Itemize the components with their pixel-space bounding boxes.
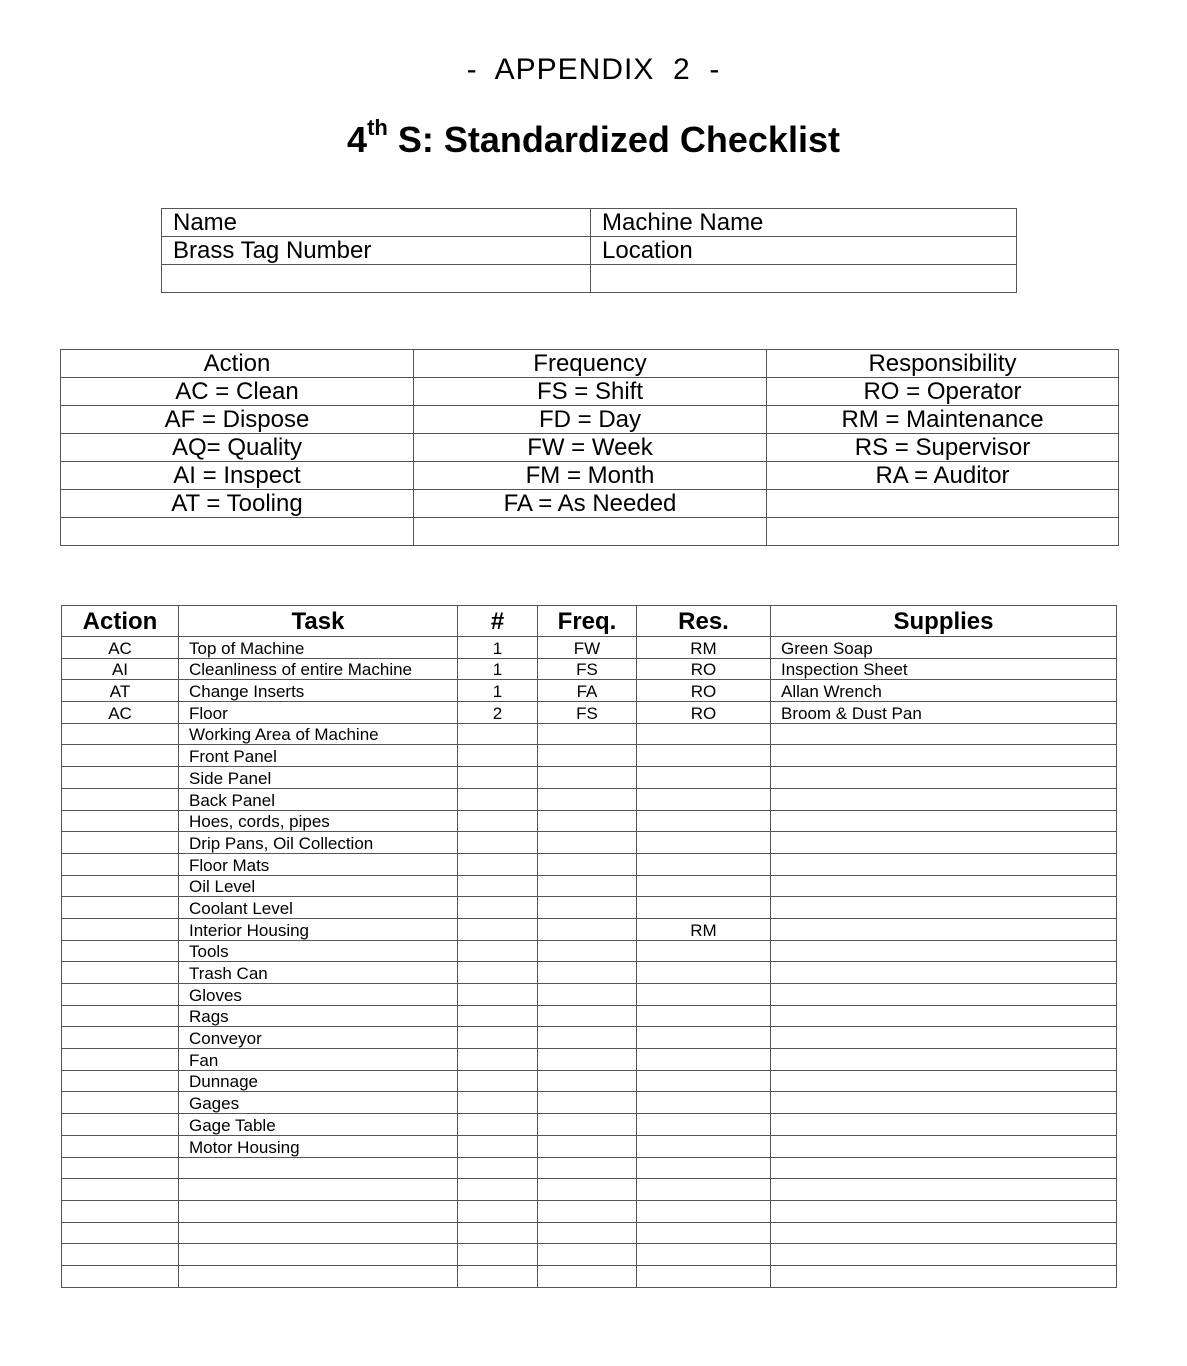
cell-count[interactable] bbox=[458, 788, 538, 810]
cell-supplies[interactable] bbox=[771, 875, 1117, 897]
header-count: # bbox=[458, 606, 538, 637]
info-field-left[interactable] bbox=[162, 265, 591, 293]
cell-action[interactable] bbox=[62, 1092, 179, 1114]
cell-count[interactable]: 1 bbox=[458, 658, 538, 680]
legend-row bbox=[61, 434, 1119, 462]
legend-row bbox=[61, 350, 1119, 378]
cell-action[interactable] bbox=[62, 788, 179, 810]
cell-task[interactable]: Side Panel bbox=[179, 767, 458, 789]
cell-action[interactable] bbox=[62, 723, 179, 745]
legend-row bbox=[61, 518, 1119, 546]
table-row bbox=[62, 897, 1117, 919]
cell-supplies[interactable] bbox=[771, 767, 1117, 789]
cell-count[interactable] bbox=[458, 940, 538, 962]
cell-count[interactable] bbox=[458, 1070, 538, 1092]
cell-count[interactable] bbox=[458, 897, 538, 919]
info-field-left[interactable]: Brass Tag Number bbox=[162, 237, 591, 265]
legend-row bbox=[61, 378, 1119, 406]
cell-task[interactable]: Front Panel bbox=[179, 745, 458, 767]
cell-count[interactable] bbox=[458, 1179, 538, 1201]
cell-supplies[interactable] bbox=[771, 1070, 1117, 1092]
cell-task[interactable]: Motor Housing bbox=[179, 1135, 458, 1157]
cell-count[interactable] bbox=[458, 1092, 538, 1114]
table-row bbox=[62, 788, 1117, 810]
page-title bbox=[0, 108, 1187, 164]
legend-responsibility bbox=[767, 518, 1119, 546]
cell-count[interactable] bbox=[458, 1135, 538, 1157]
cell-action[interactable] bbox=[62, 1005, 179, 1027]
cell-action[interactable] bbox=[62, 810, 179, 832]
cell-frequency[interactable] bbox=[538, 1157, 637, 1179]
cell-responsibility[interactable] bbox=[637, 875, 771, 897]
cell-task[interactable] bbox=[179, 1179, 458, 1201]
table-row bbox=[62, 940, 1117, 962]
table-row bbox=[62, 745, 1117, 767]
cell-frequency[interactable]: FW bbox=[538, 637, 637, 659]
cell-frequency[interactable] bbox=[538, 723, 637, 745]
legend-frequency: Frequency bbox=[414, 350, 767, 378]
table-row bbox=[62, 1027, 1117, 1049]
cell-count[interactable] bbox=[458, 767, 538, 789]
cell-action[interactable]: AC bbox=[62, 637, 179, 659]
cell-action[interactable] bbox=[62, 767, 179, 789]
cell-responsibility[interactable]: RM bbox=[637, 637, 771, 659]
cell-count[interactable] bbox=[458, 1222, 538, 1244]
cell-action[interactable] bbox=[62, 1179, 179, 1201]
legend-responsibility bbox=[767, 490, 1119, 518]
legend-frequency bbox=[414, 518, 767, 546]
legend-action: AF = Dispose bbox=[61, 406, 414, 434]
legend-row bbox=[61, 462, 1119, 490]
cell-supplies[interactable] bbox=[771, 832, 1117, 854]
cell-count[interactable] bbox=[458, 984, 538, 1006]
cell-task[interactable]: Gages bbox=[179, 1092, 458, 1114]
cell-frequency[interactable] bbox=[538, 918, 637, 940]
cell-count[interactable] bbox=[458, 1049, 538, 1071]
cell-task[interactable] bbox=[179, 1222, 458, 1244]
cell-task[interactable]: Fan bbox=[179, 1049, 458, 1071]
cell-action[interactable] bbox=[62, 1265, 179, 1287]
cell-task[interactable]: Tools bbox=[179, 940, 458, 962]
cell-responsibility[interactable] bbox=[637, 1265, 771, 1287]
legend-responsibility: RS = Supervisor bbox=[767, 434, 1119, 462]
cell-task[interactable]: Floor Mats bbox=[179, 853, 458, 875]
cell-action[interactable] bbox=[62, 1027, 179, 1049]
cell-supplies[interactable] bbox=[771, 1135, 1117, 1157]
cell-frequency[interactable] bbox=[538, 853, 637, 875]
table-row bbox=[62, 810, 1117, 832]
cell-action[interactable] bbox=[62, 1157, 179, 1179]
legend-action: AQ= Quality bbox=[61, 434, 414, 462]
cell-count[interactable] bbox=[458, 1244, 538, 1266]
cell-supplies[interactable] bbox=[771, 1265, 1117, 1287]
table-row bbox=[62, 1200, 1117, 1222]
legend-responsibility: Responsibility bbox=[767, 350, 1119, 378]
cell-frequency[interactable] bbox=[538, 897, 637, 919]
cell-supplies[interactable] bbox=[771, 962, 1117, 984]
cell-task[interactable]: Gage Table bbox=[179, 1114, 458, 1136]
cell-frequency[interactable] bbox=[538, 1070, 637, 1092]
cell-supplies[interactable]: Allan Wrench bbox=[771, 680, 1117, 702]
table-row bbox=[62, 1114, 1117, 1136]
legend-frequency: FA = As Needed bbox=[414, 490, 767, 518]
cell-action[interactable] bbox=[62, 984, 179, 1006]
table-row bbox=[62, 1049, 1117, 1071]
cell-responsibility[interactable] bbox=[637, 940, 771, 962]
cell-supplies[interactable] bbox=[771, 984, 1117, 1006]
legend-responsibility: RO = Operator bbox=[767, 378, 1119, 406]
cell-task[interactable]: Top of Machine bbox=[179, 637, 458, 659]
cell-frequency[interactable] bbox=[538, 962, 637, 984]
table-row bbox=[62, 918, 1117, 940]
cell-task[interactable]: Drip Pans, Oil Collection bbox=[179, 832, 458, 854]
cell-action[interactable] bbox=[62, 940, 179, 962]
cell-task[interactable]: Back Panel bbox=[179, 788, 458, 810]
legend-row bbox=[61, 490, 1119, 518]
legend-table bbox=[60, 349, 1119, 546]
cell-task[interactable]: Coolant Level bbox=[179, 897, 458, 919]
cell-frequency[interactable]: FA bbox=[538, 680, 637, 702]
cell-responsibility[interactable] bbox=[637, 984, 771, 1006]
cell-supplies[interactable] bbox=[771, 1092, 1117, 1114]
cell-action[interactable] bbox=[62, 875, 179, 897]
cell-frequency[interactable] bbox=[538, 1135, 637, 1157]
cell-action[interactable] bbox=[62, 1070, 179, 1092]
cell-action[interactable] bbox=[62, 1200, 179, 1222]
title-superscript: th bbox=[367, 115, 388, 140]
cell-frequency[interactable]: FS bbox=[538, 702, 637, 724]
cell-responsibility[interactable] bbox=[637, 767, 771, 789]
cell-frequency[interactable] bbox=[538, 1179, 637, 1201]
table-row bbox=[62, 702, 1117, 724]
cell-task[interactable]: Change Inserts bbox=[179, 680, 458, 702]
cell-frequency[interactable] bbox=[538, 984, 637, 1006]
cell-responsibility[interactable] bbox=[637, 1070, 771, 1092]
cell-supplies[interactable] bbox=[771, 918, 1117, 940]
legend-responsibility: RM = Maintenance bbox=[767, 406, 1119, 434]
cell-supplies[interactable] bbox=[771, 1179, 1117, 1201]
cell-responsibility[interactable] bbox=[637, 810, 771, 832]
info-field-right[interactable]: Location bbox=[591, 237, 1017, 265]
legend-row bbox=[61, 406, 1119, 434]
cell-count[interactable] bbox=[458, 853, 538, 875]
cell-supplies[interactable] bbox=[771, 1157, 1117, 1179]
cell-task[interactable] bbox=[179, 1157, 458, 1179]
legend-frequency: FM = Month bbox=[414, 462, 767, 490]
appendix-heading: - APPENDIX 2 - bbox=[466, 53, 721, 86]
cell-count[interactable] bbox=[458, 962, 538, 984]
cell-task[interactable]: Dunnage bbox=[179, 1070, 458, 1092]
cell-responsibility[interactable] bbox=[637, 1005, 771, 1027]
legend-action: AT = Tooling bbox=[61, 490, 414, 518]
cell-frequency[interactable] bbox=[538, 788, 637, 810]
cell-supplies[interactable] bbox=[771, 1200, 1117, 1222]
cell-supplies[interactable] bbox=[771, 1049, 1117, 1071]
header-action: Action bbox=[62, 606, 179, 637]
cell-frequency[interactable] bbox=[538, 1200, 637, 1222]
cell-frequency[interactable] bbox=[538, 767, 637, 789]
cell-frequency[interactable] bbox=[538, 1222, 637, 1244]
cell-count[interactable] bbox=[458, 1157, 538, 1179]
table-row bbox=[62, 1179, 1117, 1201]
table-row bbox=[62, 1070, 1117, 1092]
cell-count[interactable]: 1 bbox=[458, 680, 538, 702]
cell-action[interactable] bbox=[62, 962, 179, 984]
cell-task[interactable]: Gloves bbox=[179, 984, 458, 1006]
cell-responsibility[interactable] bbox=[637, 1222, 771, 1244]
cell-responsibility[interactable] bbox=[637, 853, 771, 875]
cell-responsibility[interactable]: RO bbox=[637, 702, 771, 724]
table-row bbox=[62, 853, 1117, 875]
checklist-table-body bbox=[62, 637, 1117, 1288]
cell-frequency[interactable] bbox=[538, 1265, 637, 1287]
cell-frequency[interactable] bbox=[538, 1244, 637, 1266]
cell-responsibility[interactable] bbox=[637, 1027, 771, 1049]
cell-supplies[interactable] bbox=[771, 897, 1117, 919]
cell-supplies[interactable] bbox=[771, 1244, 1117, 1266]
cell-count[interactable]: 1 bbox=[458, 637, 538, 659]
cell-action[interactable] bbox=[62, 918, 179, 940]
cell-supplies[interactable] bbox=[771, 810, 1117, 832]
table-row bbox=[62, 1092, 1117, 1114]
cell-frequency[interactable] bbox=[538, 1027, 637, 1049]
cell-supplies[interactable] bbox=[771, 940, 1117, 962]
table-row bbox=[62, 1005, 1117, 1027]
table-row bbox=[62, 1157, 1117, 1179]
cell-responsibility[interactable] bbox=[637, 1179, 771, 1201]
cell-count[interactable] bbox=[458, 1200, 538, 1222]
cell-responsibility[interactable] bbox=[637, 745, 771, 767]
cell-count[interactable] bbox=[458, 832, 538, 854]
info-field-right[interactable]: Machine Name bbox=[591, 209, 1017, 237]
cell-frequency[interactable] bbox=[538, 810, 637, 832]
cell-action[interactable]: AT bbox=[62, 680, 179, 702]
cell-supplies[interactable] bbox=[771, 745, 1117, 767]
cell-responsibility[interactable] bbox=[637, 1244, 771, 1266]
legend-responsibility: RA = Auditor bbox=[767, 462, 1119, 490]
legend-action: AI = Inspect bbox=[61, 462, 414, 490]
cell-count[interactable] bbox=[458, 1005, 538, 1027]
cell-supplies[interactable] bbox=[771, 1114, 1117, 1136]
cell-supplies[interactable] bbox=[771, 853, 1117, 875]
cell-count[interactable] bbox=[458, 1114, 538, 1136]
cell-task[interactable]: Floor bbox=[179, 702, 458, 724]
table-row bbox=[62, 1265, 1117, 1287]
title-prefix: 4 bbox=[347, 119, 368, 160]
cell-frequency[interactable] bbox=[538, 745, 637, 767]
cell-count[interactable] bbox=[458, 875, 538, 897]
table-row bbox=[62, 832, 1117, 854]
table-row bbox=[62, 962, 1117, 984]
cell-action[interactable]: AI bbox=[62, 658, 179, 680]
legend-frequency: FD = Day bbox=[414, 406, 767, 434]
cell-action[interactable] bbox=[62, 897, 179, 919]
cell-supplies[interactable]: Green Soap bbox=[771, 637, 1117, 659]
cell-responsibility[interactable] bbox=[637, 723, 771, 745]
cell-frequency[interactable] bbox=[538, 1049, 637, 1071]
cell-task[interactable]: Interior Housing bbox=[179, 918, 458, 940]
table-row bbox=[62, 1222, 1117, 1244]
info-field-right[interactable] bbox=[591, 265, 1017, 293]
cell-responsibility[interactable] bbox=[637, 1092, 771, 1114]
cell-count[interactable] bbox=[458, 1027, 538, 1049]
table-row bbox=[62, 767, 1117, 789]
cell-task[interactable]: Trash Can bbox=[179, 962, 458, 984]
cell-action[interactable] bbox=[62, 1114, 179, 1136]
table-row bbox=[62, 723, 1117, 745]
cell-responsibility[interactable] bbox=[637, 1049, 771, 1071]
cell-responsibility[interactable] bbox=[637, 1114, 771, 1136]
cell-frequency[interactable] bbox=[538, 1005, 637, 1027]
table-row bbox=[62, 658, 1117, 680]
cell-supplies[interactable] bbox=[771, 1005, 1117, 1027]
table-row bbox=[62, 1135, 1117, 1157]
header-supplies: Supplies bbox=[771, 606, 1117, 637]
cell-frequency[interactable] bbox=[538, 940, 637, 962]
table-row bbox=[62, 1244, 1117, 1266]
cell-responsibility[interactable] bbox=[637, 897, 771, 919]
header-task: Task bbox=[179, 606, 458, 637]
cell-action[interactable] bbox=[62, 1222, 179, 1244]
legend-action: AC = Clean bbox=[61, 378, 414, 406]
cell-task[interactable]: Hoes, cords, pipes bbox=[179, 810, 458, 832]
cell-action[interactable] bbox=[62, 853, 179, 875]
header-responsibility: Res. bbox=[637, 606, 771, 637]
cell-task[interactable]: Cleanliness of entire Machine bbox=[179, 658, 458, 680]
cell-task[interactable]: Conveyor bbox=[179, 1027, 458, 1049]
table-row bbox=[62, 984, 1117, 1006]
legend-frequency: FS = Shift bbox=[414, 378, 767, 406]
cell-count[interactable] bbox=[458, 1265, 538, 1287]
header-frequency: Freq. bbox=[538, 606, 637, 637]
info-row bbox=[162, 265, 1017, 293]
cell-responsibility[interactable]: RM bbox=[637, 918, 771, 940]
info-row bbox=[162, 209, 1017, 237]
cell-responsibility[interactable] bbox=[637, 962, 771, 984]
info-table bbox=[161, 208, 1017, 293]
cell-task[interactable] bbox=[179, 1200, 458, 1222]
cell-supplies[interactable] bbox=[771, 723, 1117, 745]
cell-action[interactable] bbox=[62, 745, 179, 767]
cell-responsibility[interactable]: RO bbox=[637, 658, 771, 680]
cell-responsibility[interactable] bbox=[637, 1135, 771, 1157]
checklist-table bbox=[61, 605, 1117, 1288]
legend-table-body bbox=[61, 350, 1119, 546]
cell-count[interactable] bbox=[458, 723, 538, 745]
info-table-body bbox=[162, 209, 1017, 293]
cell-task[interactable] bbox=[179, 1244, 458, 1266]
cell-supplies[interactable] bbox=[771, 1027, 1117, 1049]
cell-task[interactable]: Working Area of Machine bbox=[179, 723, 458, 745]
cell-supplies[interactable] bbox=[771, 1222, 1117, 1244]
title-rest: S: Standardized Checklist bbox=[387, 119, 840, 160]
cell-task[interactable]: Oil Level bbox=[179, 875, 458, 897]
checklist-header-row bbox=[62, 606, 1117, 637]
table-row bbox=[62, 875, 1117, 897]
info-row bbox=[162, 237, 1017, 265]
cell-action[interactable]: AC bbox=[62, 702, 179, 724]
info-field-left[interactable]: Name bbox=[162, 209, 591, 237]
cell-action[interactable] bbox=[62, 1049, 179, 1071]
table-row bbox=[62, 680, 1117, 702]
cell-count[interactable] bbox=[458, 918, 538, 940]
cell-count[interactable] bbox=[458, 810, 538, 832]
cell-frequency[interactable] bbox=[538, 1092, 637, 1114]
cell-task[interactable]: Rags bbox=[179, 1005, 458, 1027]
cell-supplies[interactable] bbox=[771, 788, 1117, 810]
cell-task[interactable] bbox=[179, 1265, 458, 1287]
cell-frequency[interactable] bbox=[538, 875, 637, 897]
legend-action: Action bbox=[61, 350, 414, 378]
table-row bbox=[62, 637, 1117, 659]
cell-responsibility[interactable] bbox=[637, 788, 771, 810]
cell-action[interactable] bbox=[62, 1244, 179, 1266]
cell-frequency[interactable] bbox=[538, 1114, 637, 1136]
cell-count[interactable] bbox=[458, 745, 538, 767]
cell-frequency[interactable] bbox=[538, 832, 637, 854]
cell-responsibility[interactable]: RO bbox=[637, 680, 771, 702]
cell-count[interactable]: 2 bbox=[458, 702, 538, 724]
cell-action[interactable] bbox=[62, 1135, 179, 1157]
cell-responsibility[interactable] bbox=[637, 832, 771, 854]
cell-supplies[interactable]: Inspection Sheet bbox=[771, 658, 1117, 680]
cell-responsibility[interactable] bbox=[637, 1157, 771, 1179]
cell-action[interactable] bbox=[62, 832, 179, 854]
cell-responsibility[interactable] bbox=[637, 1200, 771, 1222]
cell-supplies[interactable]: Broom & Dust Pan bbox=[771, 702, 1117, 724]
cell-frequency[interactable]: FS bbox=[538, 658, 637, 680]
legend-action bbox=[61, 518, 414, 546]
legend-frequency: FW = Week bbox=[414, 434, 767, 462]
